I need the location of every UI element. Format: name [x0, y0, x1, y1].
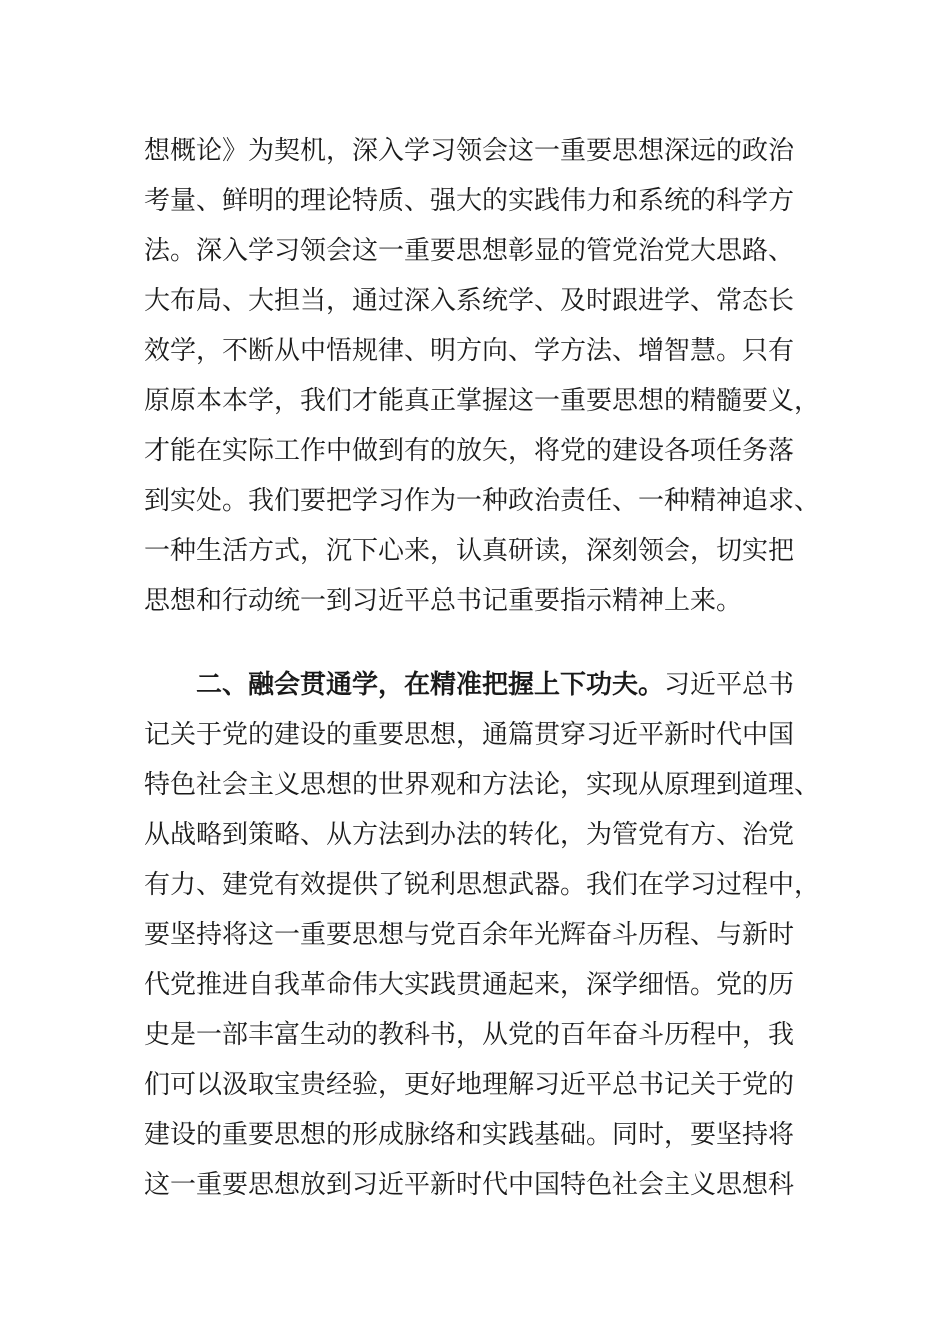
paragraph-first-line: [144, 660, 806, 710]
text-line: 效学，不断从中悟规律、明方向、学方法、增智慧。只有: [144, 336, 795, 366]
paragraph-2: [144, 660, 821, 1210]
text-line: 考量、鲜明的理论特质、强大的实践伟力和系统的科学方: [144, 186, 795, 216]
text-line: 从战略到策略、从方法到办法的转化，为管党有方、治党: [144, 820, 795, 850]
text-line: 想概论》为契机，深入学习领会这一重要思想深远的政治: [144, 136, 795, 166]
text-line: 这一重要思想放到习近平新时代中国特色社会主义思想科: [144, 1170, 795, 1200]
text-line: 原原本本学，我们才能真正掌握这一重要思想的精髓要义，: [144, 386, 821, 416]
text-line: 代党推进自我革命伟大实践贯通起来，深学细悟。党的历: [144, 970, 795, 1000]
text-line: 特色社会主义思想的世界观和方法论，实现从原理到道理、: [144, 770, 821, 800]
text-line: 法。深入学习领会这一重要思想彰显的管党治党大思路、: [144, 236, 795, 266]
text-line: 有力、建党有效提供了锐利思想武器。我们在学习过程中，: [144, 870, 821, 900]
section-heading: 二、融会贯通学，在精准把握上下功夫。: [196, 670, 665, 700]
text-line: 才能在实际工作中做到有的放矢，将党的建设各项任务落: [144, 436, 795, 466]
text-line: 大布局、大担当，通过深入系统学、及时跟进学、常态长: [144, 286, 795, 316]
text-line: 史是一部丰富生动的教科书，从党的百年奋斗历程中，我: [144, 1020, 795, 1050]
heading-line-rest: 习近平总书: [664, 670, 795, 700]
text-line: 们可以汲取宝贵经验，更好地理解习近平总书记关于党的: [144, 1070, 795, 1100]
text-line: 到实处。我们要把学习作为一种政治责任、一种精神追求、: [144, 486, 821, 516]
text-line: 建设的重要思想的形成脉络和实践基础。同时，要坚持将: [144, 1120, 795, 1150]
text-line: 思想和行动统一到习近平总书记重要指示精神上来。: [144, 586, 743, 616]
paragraph-1: [144, 126, 821, 626]
text-line: 记关于党的建设的重要思想，通篇贯穿习近平新时代中国: [144, 720, 795, 750]
text-line: 要坚持将这一重要思想与党百余年光辉奋斗历程、与新时: [144, 920, 795, 950]
text-line: 一种生活方式，沉下心来，认真研读，深刻领会，切实把: [144, 536, 795, 566]
